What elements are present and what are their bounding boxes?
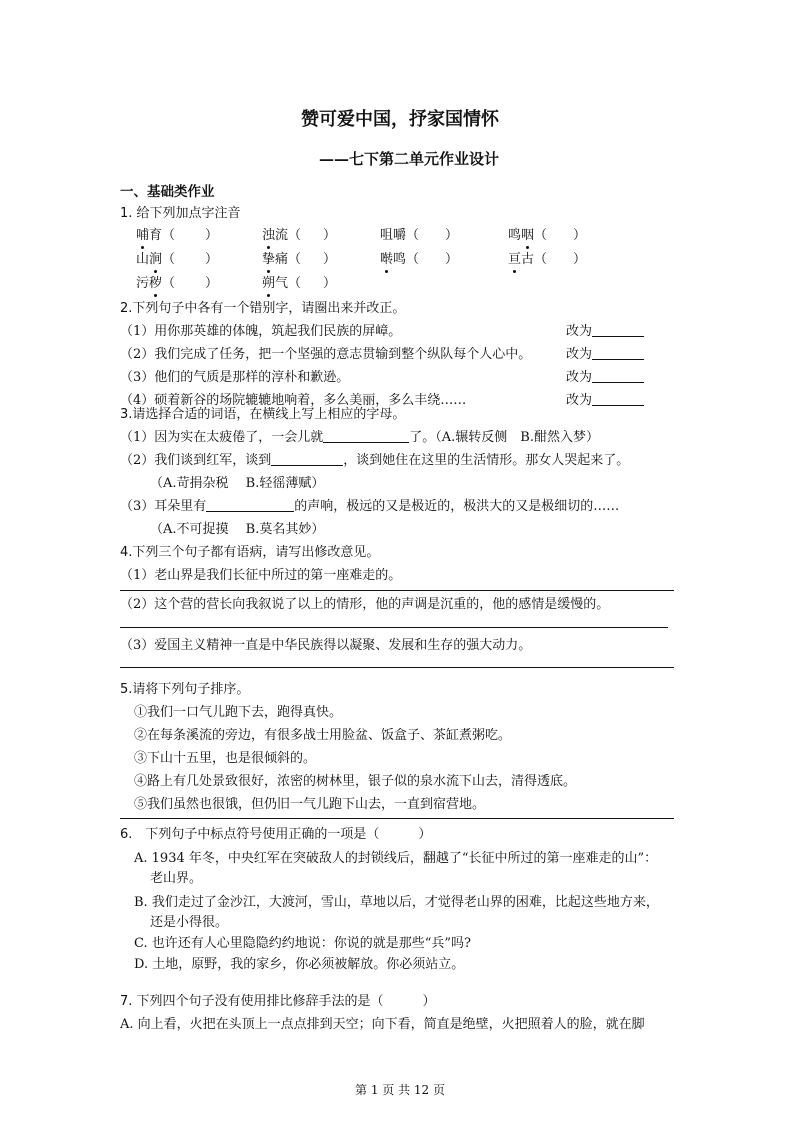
pinyin-item: 咀嚼（ ） bbox=[380, 228, 459, 243]
q6-option-a: A. 1934 年冬，中央红军在突破敌人的封锁线后，翻越了“长征中所过的第一座难走的山”： bbox=[134, 851, 658, 866]
q2-item: （3）他们的气质是那样的淳朴和歉逊。 bbox=[120, 370, 350, 385]
page-footer: 第 1 页 共 12 页 bbox=[355, 1083, 445, 1097]
q6-option-d: D. 土地，原野，我的家乡，你必须被解放。你必须站立。 bbox=[134, 957, 465, 972]
q6-stem: 6. 下列句子中标点符号使用正确的一项是（ ） bbox=[120, 827, 432, 842]
q2-item: （1）用你那英雄的体魄，筑起我们民族的屏嶂。 bbox=[120, 324, 402, 339]
pinyin-item: 鸣咽（ ） bbox=[508, 228, 587, 243]
pinyin-item: 挚痛（ ） bbox=[262, 252, 337, 267]
answer-line[interactable] bbox=[120, 627, 668, 628]
q2-answer[interactable]: 改为 bbox=[566, 392, 644, 410]
dotted-char: 啭 bbox=[380, 252, 394, 267]
q7-option-a: A. 向上看，火把在头顶上一点点排到天空；向下看，简直是绝壁，火把照着人的脸，就在脚 bbox=[120, 1017, 645, 1032]
section-heading-basic: 一、基础类作业 bbox=[120, 184, 215, 200]
q2-item: （4）硕着新谷的场院辘辘地响着，多么美丽，多么丰绕…… bbox=[120, 393, 467, 408]
answer-blank[interactable] bbox=[592, 392, 644, 406]
q4-stem: 4.下列三个句子都有语病，请写出修改意见。 bbox=[120, 545, 380, 560]
dotted-char: 朔 bbox=[262, 276, 276, 291]
pinyin-item: 啭鸣（ ） bbox=[380, 252, 459, 267]
dotted-char: 咽 bbox=[521, 228, 535, 243]
answer-blank[interactable] bbox=[592, 346, 644, 360]
pinyin-item: 浊流（ ） bbox=[262, 228, 337, 243]
q3-item: （1）因为实在太疲倦了，一会儿就 了。（A.辗转反侧 B.酣然入梦） bbox=[120, 430, 599, 445]
q2-item: （2）我们完成了任务，把一个坚强的意志贯输到整个纵队每个人心中。 bbox=[120, 347, 532, 362]
answer-blank[interactable] bbox=[323, 429, 409, 443]
q6-option-b: B. 我们走过了金沙江，大渡河，雪山，草地以后，才觉得老山界的困难，比起这些地方来， bbox=[134, 895, 659, 910]
q5-item: ①我们一口气儿跑下去，跑得真快。 bbox=[134, 705, 343, 720]
q5-item: ③下山十五里，也是很倾斜的。 bbox=[134, 751, 317, 766]
q3-stem: 3.请选择合适的词语，在横线上写上相应的字母。 bbox=[120, 407, 406, 422]
dotted-char: 挚 bbox=[262, 252, 276, 267]
dotted-char: 哺 bbox=[136, 228, 150, 243]
q5-item: ⑤我们虽然也很饿，但仍旧一气儿跑下山去，一直到宿营地。 bbox=[134, 797, 486, 812]
q3-options: （A.苛捐杂税 B.轻徭薄赋） bbox=[150, 476, 325, 491]
pinyin-item: 哺育（ ） bbox=[136, 228, 219, 243]
q6-option-b-cont: 还是小得很。 bbox=[150, 915, 229, 930]
q6-option-c: C. 也许还有人心里隐隐约约地说：你说的就是那些“兵”吗? bbox=[134, 936, 472, 951]
q4-item: （2）这个营的营长向我叙说了以上的情形，他的声调是沉重的，他的感情是缓慢的。 bbox=[120, 597, 610, 612]
answer-blank[interactable] bbox=[271, 452, 343, 466]
q5-item: ②在每条溪流的旁边，有很多战士用脸盆、饭盒子、茶缸煮粥吃。 bbox=[134, 728, 512, 743]
dotted-char: 亘 bbox=[508, 252, 522, 267]
answer-line[interactable] bbox=[120, 590, 674, 591]
dotted-char: 涧 bbox=[149, 252, 163, 267]
q3-item: （3）耳朵里有 的声响，极远的又是极近的，极洪大的又是极细切的…… bbox=[120, 499, 620, 514]
q4-item: （3）爱国主义精神一直是中华民族得以凝聚、发展和生存的强大动力。 bbox=[120, 638, 532, 653]
q5-item: ④路上有几处景致很好，浓密的树林里，银子似的泉水流下山去，清得透底。 bbox=[134, 774, 577, 789]
dotted-char: 浊 bbox=[262, 228, 276, 243]
document-subtitle: ——七下第二单元作业设计 bbox=[318, 150, 499, 168]
pinyin-item: 污秽（ ） bbox=[136, 276, 219, 291]
answer-line[interactable] bbox=[120, 818, 674, 819]
answer-blank[interactable] bbox=[206, 498, 294, 512]
document-title: 赞可爱中国，抒家国情怀 bbox=[301, 109, 499, 130]
q3-options: （A.不可捉摸 B.莫名其妙） bbox=[150, 522, 325, 537]
answer-line[interactable] bbox=[120, 667, 674, 668]
q2-stem: 2.下列句子中各有一个错别字，请圈出来并改正。 bbox=[120, 301, 406, 316]
answer-blank[interactable] bbox=[592, 323, 644, 337]
answer-blank[interactable] bbox=[592, 369, 644, 383]
pinyin-item: 亘古（ ） bbox=[508, 252, 587, 267]
q4-item: （1）老山界是我们长征中所过的第一座难走的。 bbox=[120, 568, 402, 583]
pinyin-item: 山涧（ ） bbox=[136, 252, 219, 267]
q2-answer[interactable]: 改为 bbox=[566, 369, 644, 387]
q6-option-a-cont: 老山界。 bbox=[150, 871, 203, 886]
q7-stem: 7. 下列四个句子没有使用排比修辞手法的是（ ） bbox=[120, 994, 436, 1009]
q2-answer[interactable]: 改为 bbox=[566, 346, 644, 364]
q5-stem: 5.请将下列句子排序。 bbox=[120, 682, 250, 697]
q3-item: （2）我们谈到红军，谈到 ，谈到她住在这里的生活情形。那女人哭起来了。 bbox=[120, 453, 630, 468]
dotted-char: 秽 bbox=[149, 276, 163, 291]
pinyin-item: 朔气（ ） bbox=[262, 276, 337, 291]
q2-answer[interactable]: 改为 bbox=[566, 323, 644, 341]
q1-stem: 1. 给下列加点字注音 bbox=[120, 206, 241, 221]
